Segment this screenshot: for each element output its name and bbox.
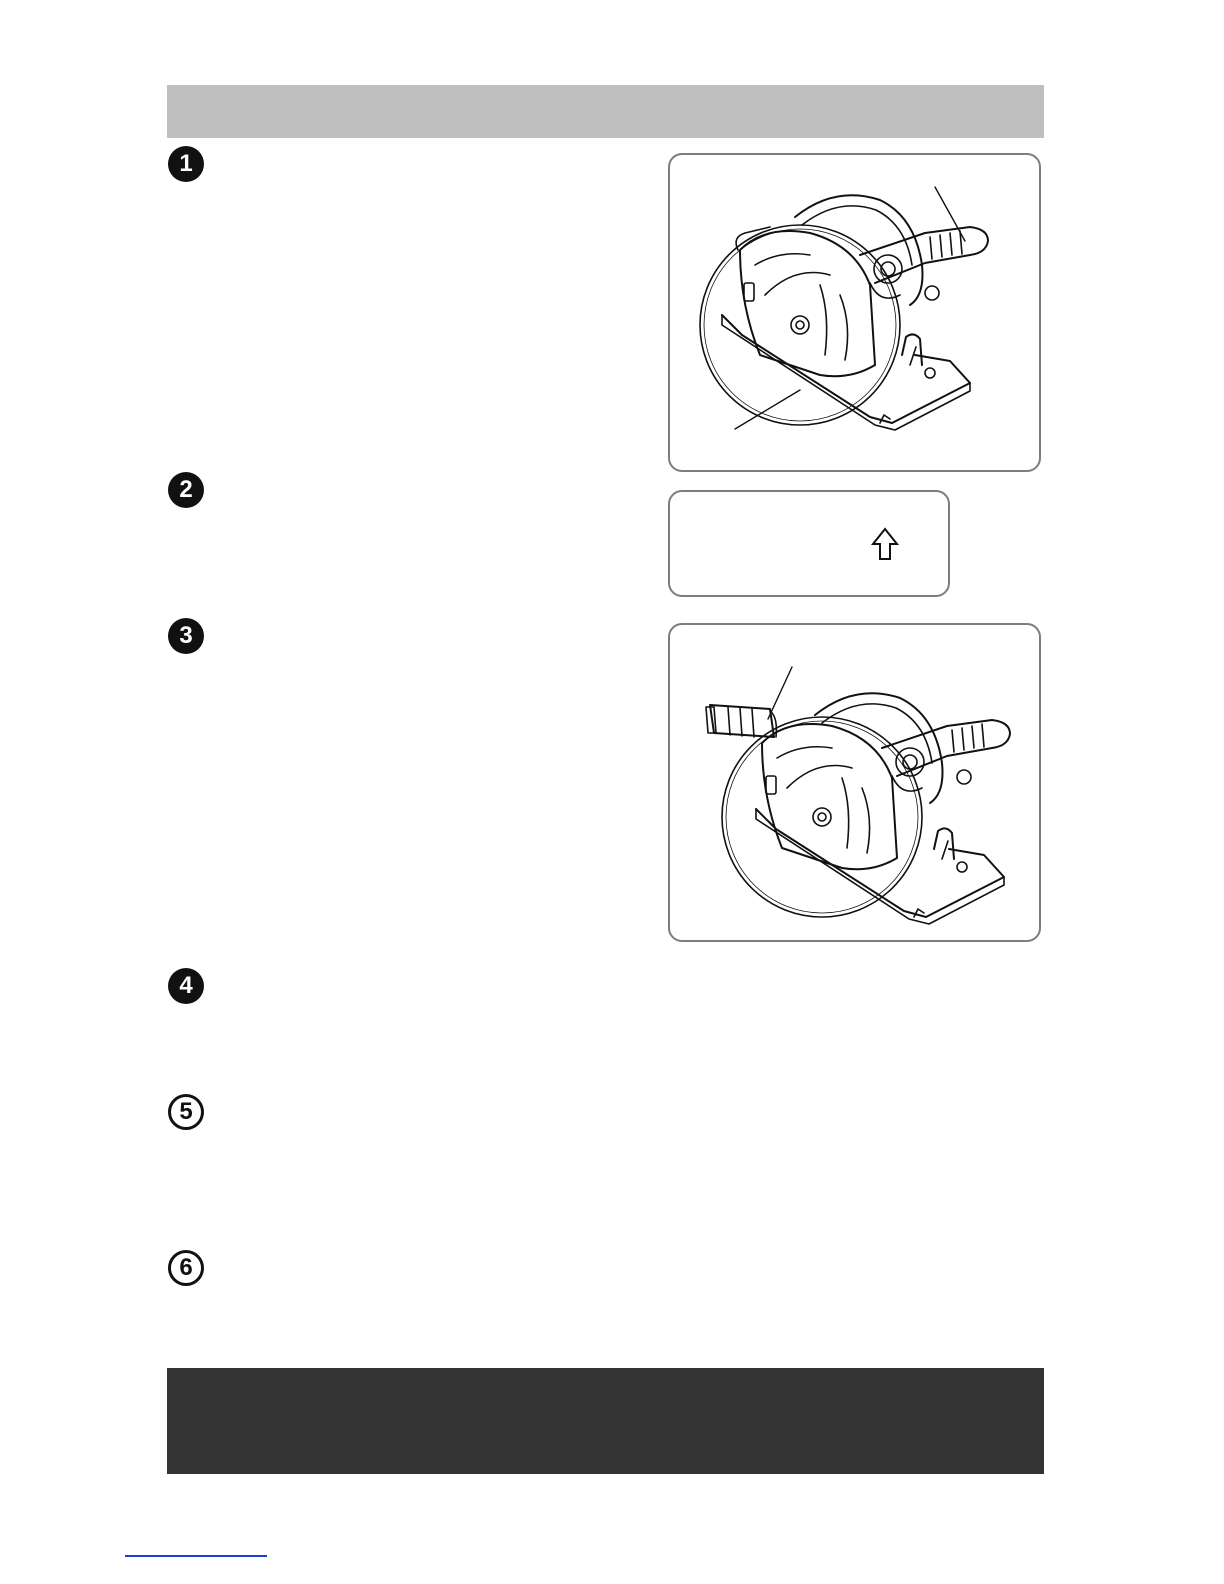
step-badge-1: 1 xyxy=(168,146,204,182)
up-arrow-icon xyxy=(670,492,952,599)
section-header-bar xyxy=(167,85,1044,138)
page-link-underline[interactable] xyxy=(125,1555,267,1557)
step-badge-2: 2 xyxy=(168,472,204,508)
circular-saw-illustration xyxy=(670,155,1043,474)
figure-panel-saw-hose xyxy=(668,623,1041,942)
figure-panel-arrow xyxy=(668,490,950,597)
step-badge-6: 6 xyxy=(168,1250,204,1286)
circular-saw-with-dust-hose-illustration xyxy=(670,625,1043,944)
figure-panel-saw xyxy=(668,153,1041,472)
footer-note-bar xyxy=(167,1368,1044,1474)
step-badge-4: 4 xyxy=(168,968,204,1004)
step-badge-5: 5 xyxy=(168,1094,204,1130)
step-badge-3: 3 xyxy=(168,618,204,654)
